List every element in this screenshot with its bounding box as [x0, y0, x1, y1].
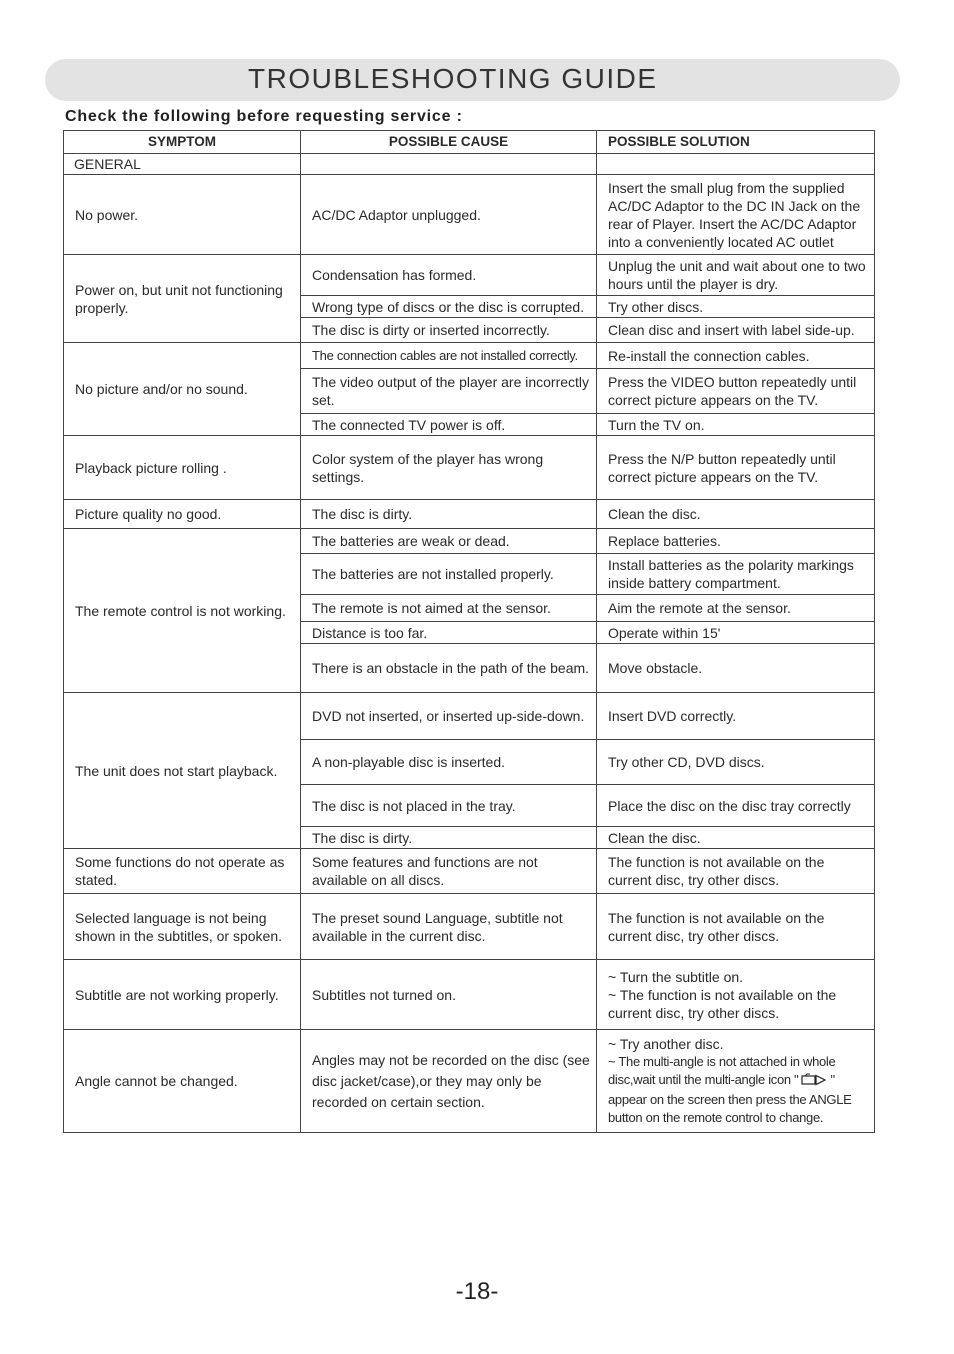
symptom-cell: Power on, but unit not functioning properly.: [64, 255, 301, 343]
table-row: [64, 175, 875, 255]
cause-cell: Wrong type of discs or the disc is corrupted.: [301, 296, 597, 318]
table-row: [64, 894, 875, 960]
symptom-cell: Selected language is not being shown in the subtitles, or spoken.: [64, 894, 301, 960]
solution-cell: Place the disc on the disc tray correctly: [597, 785, 875, 827]
solution-cell: [597, 960, 875, 1030]
solution-cell: Replace batteries.: [597, 529, 875, 554]
cause-cell: The disc is dirty.: [301, 827, 597, 849]
table-row: [64, 255, 875, 296]
table-row: [64, 529, 875, 554]
table-row: [64, 436, 875, 500]
page-number: -18-: [455, 1278, 499, 1305]
instruction-text: Check the following before requesting service: [65, 108, 452, 125]
cause-cell: The connection cables are not installed correctly.: [301, 343, 597, 369]
cause-cell: Subtitles not turned on.: [301, 960, 597, 1030]
solution-line: ~ Try another disc.: [608, 1036, 724, 1052]
table-row: [64, 693, 875, 740]
instruction-heading: [65, 108, 463, 126]
solution-line: ~ The function is not available on the current disc, try other discs.: [608, 986, 837, 1021]
table-row: [64, 849, 875, 894]
solution-cell: Re-install the connection cables.: [597, 343, 875, 369]
solution-cell: Clean the disc.: [597, 500, 875, 529]
cause-cell: Angles may not be recorded on the disc (see disc jacket/case),or they may only be recorded on certain section.: [301, 1030, 597, 1133]
cause-cell: Some features and functions are not available on all discs.: [301, 849, 597, 894]
section-label-general: GENERAL: [64, 154, 301, 175]
cause-cell: The remote is not aimed at the sensor.: [301, 595, 597, 622]
section-row-general: [64, 154, 875, 175]
cause-cell: The disc is not placed in the tray.: [301, 785, 597, 827]
column-header-solution: POSSIBLE SOLUTION: [597, 131, 875, 154]
cause-cell: There is an obstacle in the path of the beam.: [301, 644, 597, 693]
cause-cell: Distance is too far.: [301, 622, 597, 644]
symptom-cell: Some functions do not operate as stated.: [64, 849, 301, 894]
cause-cell: The batteries are weak or dead.: [301, 529, 597, 554]
solution-cell: Clean disc and insert with label side-up.: [597, 318, 875, 343]
solution-cell: Unplug the unit and wait about one to two hours until the player is dry.: [597, 255, 875, 296]
cause-cell: Condensation has formed.: [301, 255, 597, 296]
solution-cell: Insert the small plug from the supplied AC/DC Adaptor to the DC IN Jack on the rear of Player. Insert the AC/DC Adaptor into a conveniently located AC outlet: [597, 175, 875, 255]
symptom-cell: The unit does not start playback.: [64, 693, 301, 849]
solution-cell: Aim the remote at the sensor.: [597, 595, 875, 622]
solution-cell: Install batteries as the polarity markings inside battery compartment.: [597, 554, 875, 595]
symptom-cell: The remote control is not working.: [64, 529, 301, 693]
solution-cell: Try other CD, DVD discs.: [597, 740, 875, 785]
cause-cell: Color system of the player has wrong settings.: [301, 436, 597, 500]
symptom-cell: Subtitle are not working properly.: [64, 960, 301, 1030]
column-header-symptom: SYMPTOM: [64, 131, 301, 154]
solution-cell: Try other discs.: [597, 296, 875, 318]
solution-cell: [597, 1030, 875, 1133]
table-row: [64, 1030, 875, 1133]
cause-cell: AC/DC Adaptor unplugged.: [301, 175, 597, 255]
instruction-colon: :: [456, 108, 463, 125]
table-row: [64, 500, 875, 529]
cause-cell: A non-playable disc is inserted.: [301, 740, 597, 785]
solution-text: ~ The multi-angle is not attached in whole disc,wait until the multi-angle icon ": [608, 1054, 836, 1087]
solution-cell: Clean the disc.: [597, 827, 875, 849]
symptom-cell: No power.: [64, 175, 301, 255]
cause-cell: The batteries are not installed properly.: [301, 554, 597, 595]
page-title: TROUBLESHOOTING GUIDE: [248, 63, 658, 94]
solution-cell: The function is not available on the current disc, try other discs.: [597, 849, 875, 894]
empty-cell: [597, 154, 875, 175]
solution-cell: Press the VIDEO button repeatedly until correct picture appears on the TV.: [597, 369, 875, 414]
solution-cell: Turn the TV on.: [597, 414, 875, 436]
header-row: [64, 131, 875, 154]
cause-cell: DVD not inserted, or inserted up-side-down.: [301, 693, 597, 740]
cause-cell: The disc is dirty or inserted incorrectly.: [301, 318, 597, 343]
troubleshooting-table: [63, 130, 875, 1133]
solution-cell: Insert DVD correctly.: [597, 693, 875, 740]
cause-cell: The disc is dirty.: [301, 500, 597, 529]
symptom-cell: Playback picture rolling .: [64, 436, 301, 500]
solution-text: " appear on the screen then press the ANGLE button on the remote control to change.: [608, 1072, 852, 1125]
solution-cell: The function is not available on the current disc, try other discs.: [597, 894, 875, 960]
empty-cell: [301, 154, 597, 175]
solution-cell: Press the N/P button repeatedly until correct picture appears on the TV.: [597, 436, 875, 500]
cause-cell: The connected TV power is off.: [301, 414, 597, 436]
title-banner: [45, 59, 900, 101]
cause-cell: The video output of the player are incorrectly set.: [301, 369, 597, 414]
column-header-cause: POSSIBLE CAUSE: [301, 131, 597, 154]
table-row: [64, 960, 875, 1030]
symptom-cell: Angle cannot be changed.: [64, 1030, 301, 1133]
multi-angle-icon: [801, 1073, 827, 1091]
symptom-cell: Picture quality no good.: [64, 500, 301, 529]
solution-cell: Operate within 15': [597, 622, 875, 644]
symptom-cell: No picture and/or no sound.: [64, 343, 301, 436]
solution-cell: Move obstacle.: [597, 644, 875, 693]
solution-line: [608, 1053, 872, 1127]
solution-line: ~ Turn the subtitle on.: [608, 968, 744, 985]
cause-cell: The preset sound Language, subtitle not available in the current disc.: [301, 894, 597, 960]
table-row: [64, 343, 875, 369]
